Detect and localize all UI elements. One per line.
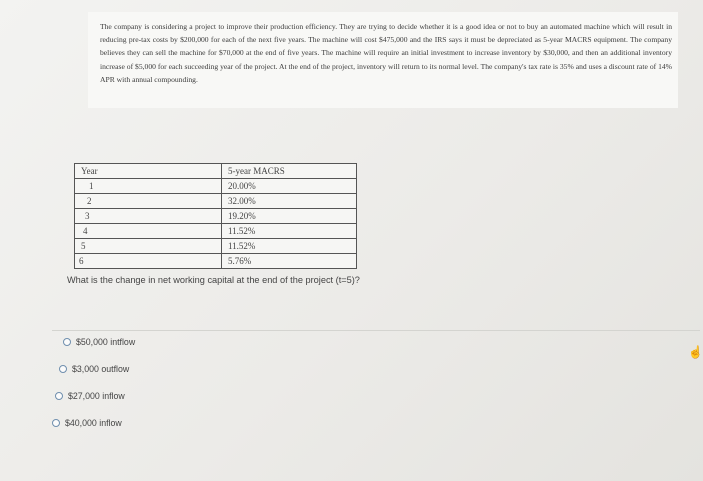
table-row <box>75 179 357 194</box>
year-cell: 4 <box>75 224 222 239</box>
table-row <box>75 239 357 254</box>
answer-option-1[interactable] <box>63 337 135 347</box>
pct-cell: 19.20% <box>222 209 357 224</box>
option-label: $3,000 outflow <box>72 364 130 374</box>
table-row <box>75 209 357 224</box>
year-cell: 1 <box>75 179 222 194</box>
radio-button[interactable] <box>55 392 63 400</box>
option-label: $27,000 inflow <box>68 391 125 401</box>
pct-cell: 32.00% <box>222 194 357 209</box>
year-header: Year <box>75 164 222 179</box>
table-row <box>75 254 357 269</box>
pct-cell: 20.00% <box>222 179 357 194</box>
answer-option-3[interactable] <box>55 391 125 401</box>
macrs-table <box>74 163 357 269</box>
macrs-header: 5-year MACRS <box>222 164 357 179</box>
table-header-row <box>75 164 357 179</box>
option-label: $50,000 intflow <box>76 337 136 347</box>
pct-cell: 11.52% <box>222 224 357 239</box>
table-row <box>75 194 357 209</box>
option-label: $40,000 inflow <box>65 418 122 428</box>
question-text: What is the change in net working capital at the end of the project (t=5)? <box>67 275 360 285</box>
radio-button[interactable] <box>59 365 67 373</box>
radio-button[interactable] <box>52 419 60 427</box>
year-cell: 6 <box>75 254 222 269</box>
hand-pointer-icon: ☝ <box>688 345 703 359</box>
divider <box>52 330 700 331</box>
year-cell: 2 <box>75 194 222 209</box>
year-cell: 5 <box>75 239 222 254</box>
answer-option-2[interactable] <box>59 364 129 374</box>
problem-text: The company is considering a project to improve their production efficiency. They are trying to decide whether it is a good idea or not to buy an automated machine which will result in reducing pre-tax costs by $200,000 for each of the next five years. The machine will cost $475,000 and the IRS says it must be depreciated as 5-year MACRS equipment. The company believes they can sell the machine for $70,000 at the end of five years. The machine will require an initial investment to increase inventory by $30,000, and then an additional inventory increase of $5,000 for each succeeding year of the project. At the end of the project, inventory will return to its normal level. The company's tax rate is 35% and uses a discount rate of 14% APR with annual compounding. <box>100 22 672 84</box>
year-cell: 3 <box>75 209 222 224</box>
table-row <box>75 224 357 239</box>
answer-option-4[interactable] <box>52 418 122 428</box>
pct-cell: 5.76% <box>222 254 357 269</box>
radio-button[interactable] <box>63 338 71 346</box>
pct-cell: 11.52% <box>222 239 357 254</box>
